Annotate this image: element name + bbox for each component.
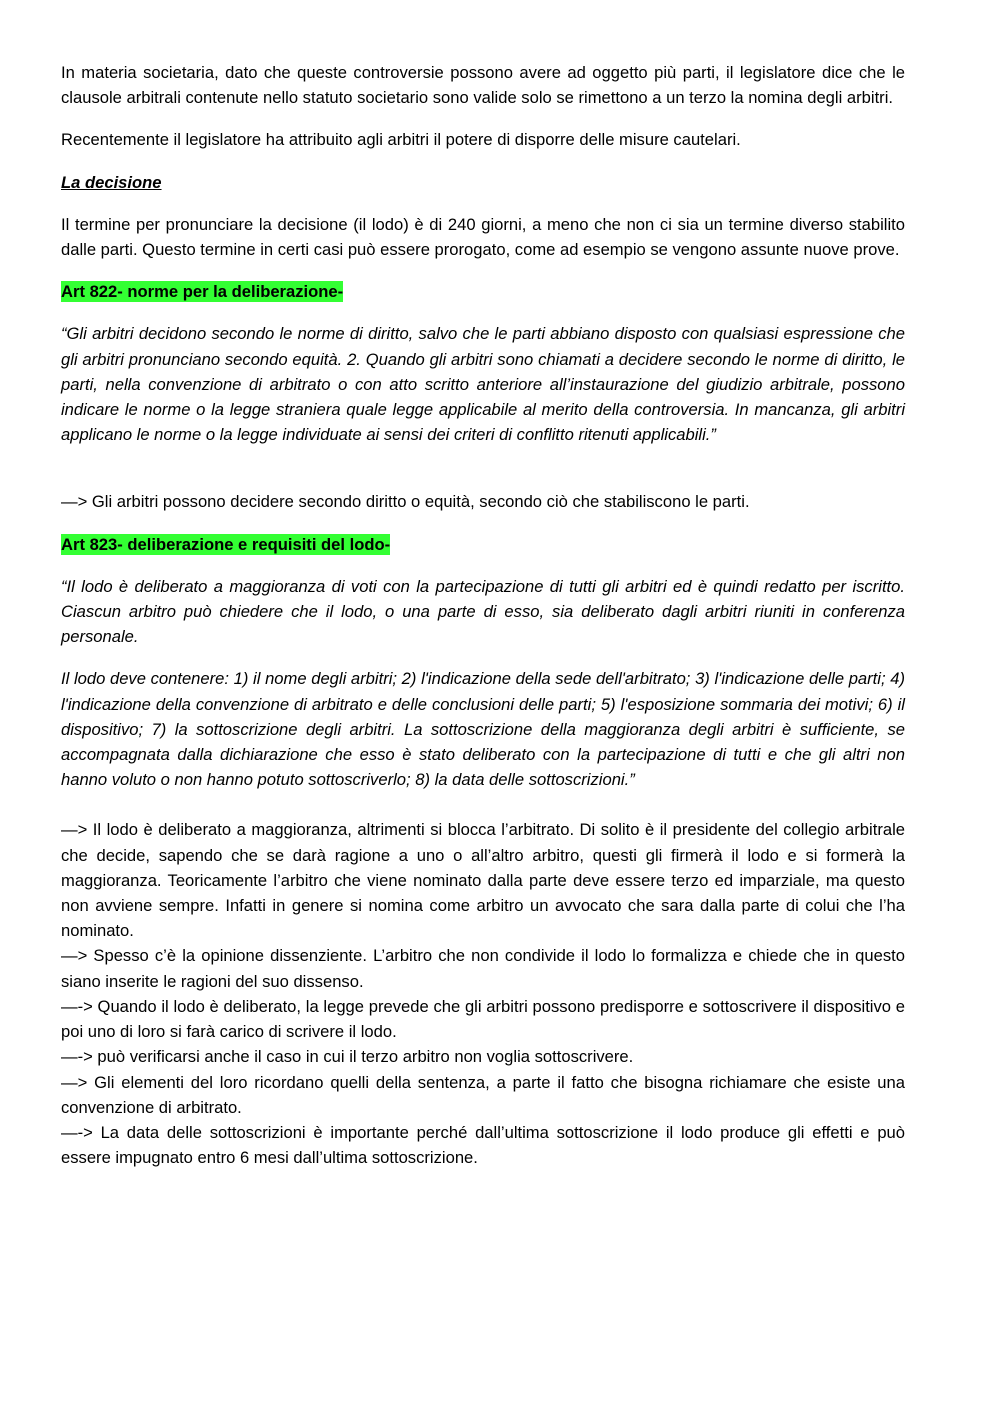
intro-paragraph-1: In materia societaria, dato che queste controversie possono avere ad oggetto più parti, il legislatore dice che le clausole arbitrali contenute nello statuto societario sono valide solo se rimettono a un terzo la nomina degli arbitri. [61,63,905,108]
art823-heading [61,532,905,557]
art823-note-2: —> Spesso c’è la opinione dissenziente. L’arbitro che non condivide il lodo lo formalizza e chiede che in questo siano inserite le ragioni del suo dissenso. [61,946,905,991]
art823-quote-1: “Il lodo è deliberato a maggioranza di voti con la partecipazione di tutti gli arbitri ed è quindi redatto per iscritto. Ciascun arbitro può chiedere che il lodo, o una parte di esso, sia deliberato dagli arbitri riuniti in conferenza personale. [61,576,905,647]
art823-note-6: —-> La data delle sottoscrizioni è importante perché dall’ultima sottoscrizione il lodo produce gli effetti e può essere impugnato entro 6 mesi dall’ultima sottoscrizione. [61,1122,905,1168]
spacer [61,809,905,817]
art823-note-5: —> Gli elementi del loro ricordano quelli della sentenza, a parte il fatto che bisogna richiamare che esiste una convenzione di arbitrato. [61,1072,905,1117]
art822-title: Art 822- norme per la deliberazione- [61,282,344,302]
spacer [61,464,905,489]
decision-paragraph: Il termine per pronunciare la decisione (il lodo) è di 240 giorni, a meno che non ci sia un termine diverso stabilito dalle parti. Questo termine in certi casi può essere prorogato, come ad esempio se vengono assunte nuove prove. [61,214,905,260]
art822-heading [61,279,905,304]
art822-quote-block [61,321,905,447]
section-heading-text: La decisione [61,172,162,192]
section-heading [61,170,905,195]
art823-title: Art 823- deliberazione e requisiti del lodo- [61,534,391,554]
art823-note-3: —-> Quando il lodo è deliberato, la legge prevede che gli arbitri possono predisporre e sottoscrivere il dispositivo e poi uno di loro si farà carico di scrivere il lodo. [61,996,905,1042]
art823-quote-2: Il lodo deve contenere: 1) il nome degli arbitri; 2) l'indicazione della sede dell'arbitrato; 3) l'indicazione delle parti; 4) l'indicazione della convenzione di arbitrato e delle conclusioni delle parti; 5) l'esposizione sommaria dei motivi; 6) il dispositivo; 7) la sottoscrizione degli arbitri. La sottoscrizione della maggioranza degli arbitri è sufficiente, se accompagnata dalla dichiarazione che esso è stato deliberato con la partecipazione di tutti e che gli altri non hanno voluto o non hanno potuto sottoscriverlo; 8) la data delle sottoscrizioni.” [61,669,905,790]
art823-notes [61,817,905,1170]
intro-paragraph-2: Recentemente il legislatore ha attribuito agli arbitri il potere di disporre delle misure cautelari. [61,130,741,150]
art823-note-4: —-> può verificarsi anche il caso in cui il terzo arbitro non voglia sottoscrivere. [61,1047,634,1067]
art822-note: —> Gli arbitri possono decidere secondo diritto o equità, secondo ciò che stabiliscono le parti. [61,492,750,512]
art822-quote: “Gli arbitri decidono secondo le norme di diritto, salvo che le parti abbiano disposto con qualsiasi espressione che gli arbitri pronunciano secondo equità. 2. Quando gli arbitri sono chiamati a decidere secondo le norme di diritto, le parti, nella convenzione di arbitrato o con atto scritto anteriore all’instaurazione del giudizio arbitrale, possono indicare le norme o la legge straniera quale legge applicabile al merito della controversia. In mancanza, gli arbitri applicano le norme o la legge individuate ai sensi dei criteri di conflitto ritenuti applicabili.” [61,324,905,445]
art823-quote-block [61,574,905,793]
document-page [61,60,905,1170]
art823-note-1: —> Il lodo è deliberato a maggioranza, altrimenti si blocca l’arbitrato. Di solito è il presidente del collegio arbitrale che decide, sapendo che se darà ragione a uno o all’altro arbitro, questi gli firmerà il lodo e si formerà la maggioranza. Teoricamente l’arbitro che viene nominato dalla parte deve essere terzo ed imparziale, ma questo non avviene sempre. Infatti in genere si nomina come arbitro un avvocato che sara dalla parte di colui che l’ha nominato. [61,820,905,941]
